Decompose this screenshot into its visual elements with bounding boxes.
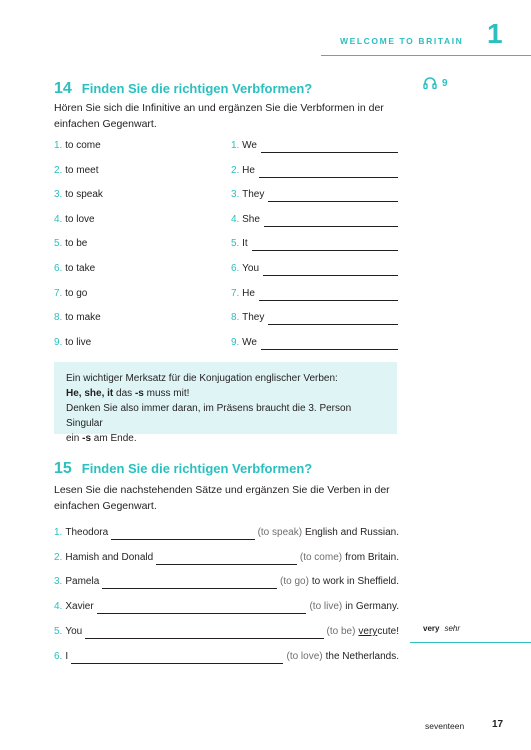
- note-line: He, she, it das -s muss mit!: [66, 388, 190, 399]
- headphones-icon: [423, 77, 437, 89]
- exercise-15-heading: Finden Sie die richtigen Verbformen?: [81, 461, 313, 476]
- sentence-row: 2. Hamish and Donald (to come) from Britain.: [54, 552, 399, 563]
- audio-track-number: 9: [442, 77, 448, 89]
- answer-blank[interactable]: [263, 265, 398, 276]
- audio-track[interactable]: [423, 77, 448, 89]
- chapter-number: 1: [487, 18, 503, 49]
- answer-blank[interactable]: [97, 603, 307, 614]
- chapter-label: WELCOME TO BRITAIN: [340, 36, 464, 46]
- answer-blank[interactable]: [261, 339, 398, 350]
- infinitive-item: 7. to go: [54, 288, 88, 299]
- infinitive-item: 6. to take: [54, 263, 96, 274]
- sentence-row: 4. Xavier (to live) in Germany.: [54, 601, 399, 612]
- infinitive-item: 8. to make: [54, 312, 101, 323]
- answer-blank[interactable]: [85, 628, 323, 639]
- answer-row: 3. They: [231, 188, 398, 202]
- note-line: ein -s am Ende.: [66, 433, 137, 444]
- answer-row: 5. It: [231, 237, 398, 251]
- infinitive-item: 3. to speak: [54, 189, 103, 200]
- exercise-14-instruction: Hören Sie sich die Infinitive an und ergänzen Sie die Verbformen in der einfachen Gegenwart.: [54, 102, 384, 130]
- answer-blank[interactable]: [261, 142, 398, 153]
- exercise-15-instruction: Lesen Sie die nachstehenden Sätze und ergänzen Sie die Verben in der einfachen Gegenwart.: [54, 484, 390, 512]
- answer-row: 9. We: [231, 336, 398, 350]
- sentence-row: 3. Pamela (to go) to work in Sheffield.: [54, 576, 399, 587]
- answer-blank[interactable]: [259, 290, 398, 301]
- answer-blank[interactable]: [156, 554, 297, 565]
- answer-row: 8. They: [231, 311, 398, 325]
- answer-blank[interactable]: [102, 578, 277, 589]
- grammar-note-box: [54, 362, 397, 444]
- page-number: 17: [492, 719, 504, 730]
- answer-blank[interactable]: [259, 167, 398, 178]
- page-number-word: seventeen: [425, 721, 465, 731]
- answer-blank[interactable]: [268, 191, 398, 202]
- answer-row: 4. She: [231, 213, 398, 227]
- infinitive-item: 1. to come: [54, 140, 101, 151]
- answer-blank[interactable]: [252, 240, 398, 251]
- answer-blank[interactable]: [71, 653, 283, 664]
- exercise-15-title: [54, 460, 312, 478]
- exercise-15-number: 15: [54, 460, 72, 477]
- sentence-row: 6. I (to love) the Netherlands.: [54, 651, 399, 662]
- infinitive-item: 5. to be: [54, 238, 88, 249]
- answer-blank[interactable]: [268, 314, 398, 325]
- note-line: Ein wichtiger Merksatz für die Konjugation englischer Verben:: [66, 373, 338, 384]
- answer-row: 2. He: [231, 164, 398, 178]
- vocab-entry: very sehr: [423, 624, 461, 633]
- answer-blank[interactable]: [111, 529, 254, 540]
- exercise-14-title: [54, 80, 312, 98]
- infinitive-item: 4. to love: [54, 214, 95, 225]
- vocab-rule: [410, 642, 531, 643]
- answer-blank[interactable]: [264, 216, 398, 227]
- answer-row: 6. You: [231, 262, 398, 276]
- infinitive-item: 9. to live: [54, 337, 92, 348]
- answer-row: 1. We: [231, 139, 398, 153]
- exercise-14-heading: Finden Sie die richtigen Verbformen?: [81, 81, 313, 96]
- infinitive-item: 2. to meet: [54, 165, 99, 176]
- answer-row: 7. He: [231, 287, 398, 301]
- sentence-row: 1. Theodora (to speak) English and Russian.: [54, 527, 399, 538]
- note-line: Denken Sie also immer daran, im Präsens braucht die 3. Person Singular: [66, 403, 352, 429]
- sentence-row: 5. You (to be) very cute!: [54, 626, 399, 637]
- header-rule: [321, 55, 531, 56]
- exercise-14-number: 14: [54, 80, 72, 97]
